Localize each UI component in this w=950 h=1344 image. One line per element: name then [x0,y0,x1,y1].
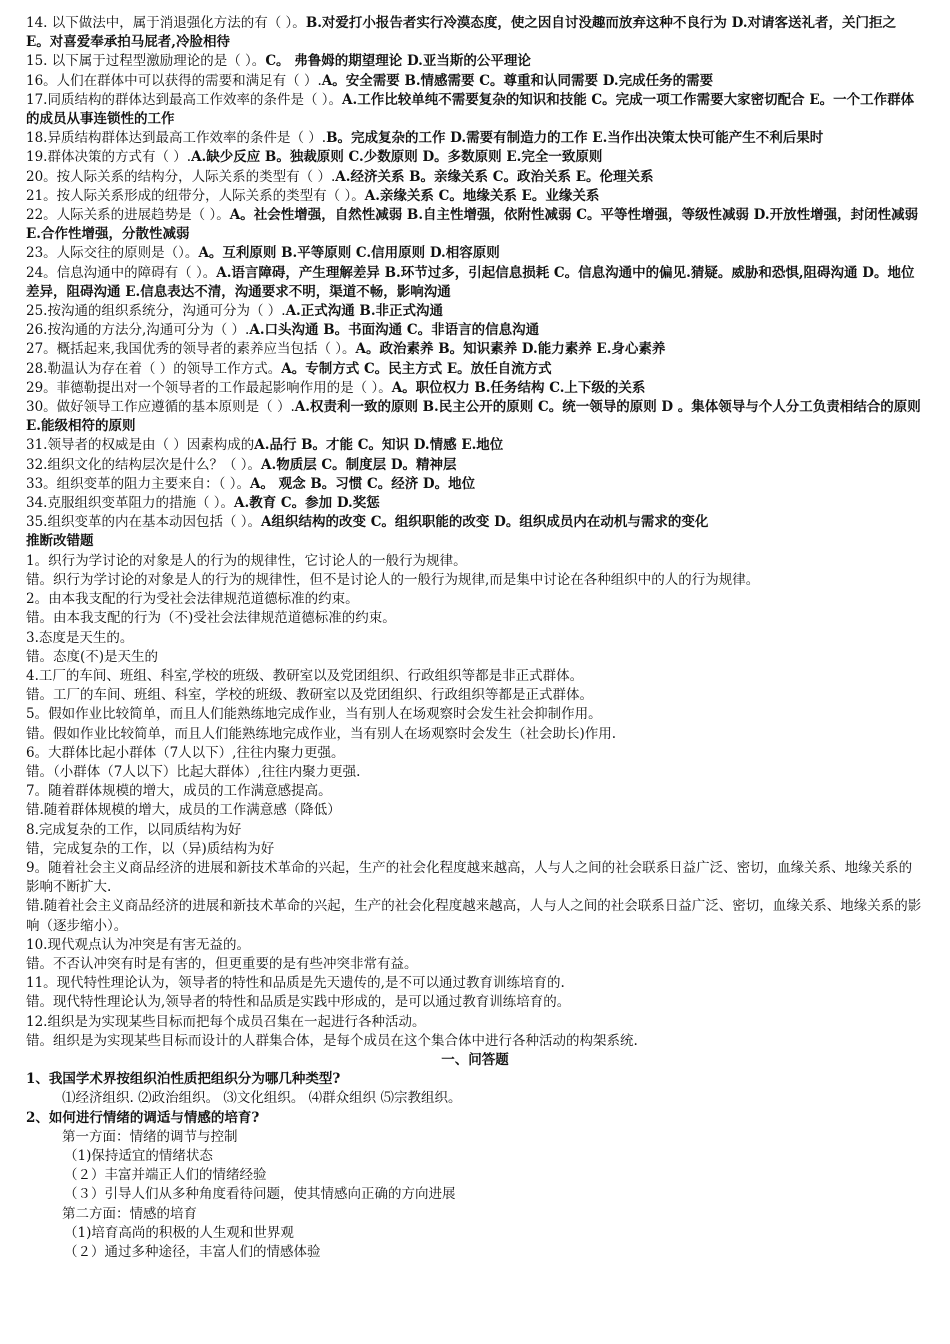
judge-statement: 10.现代观点认为冲突是有害无益的。 [26,936,250,953]
mc-item [26,14,924,52]
judge-statement: 6。大群体比起小群体（7人以下）,往往内聚力更强。 [26,744,345,761]
mc-item [26,264,924,302]
mc-question: 24。信息沟通中的障碍有（ ）。 [26,264,217,281]
judge-statement: 4.工厂的车间、班组、科室,学校的班级、教研室以及党团组织、行政组织等都是非正式群体。 [26,667,584,684]
qa-answer-line: （1)保持适宜的情绪状态 [64,1147,213,1164]
qa-section-title: 一、问答题 [441,1051,509,1068]
judge-correction: 错。（小群体（7人以下）比起大群体）,往往内聚力更强. [26,763,361,780]
mc-item [26,379,924,398]
judge-statement: 12.组织是为实现某些目标而把每个成员召集在一起进行各种活动。 [26,1013,426,1030]
mc-question: 35.组织变革的内在基本动因包括（ ）。 [26,514,262,531]
mc-item [26,436,924,455]
judge-statement: 7。随着群体规模的增大，成员的工作满意感提高。 [26,783,332,800]
judge-correction: 错。态度(不)是天生的 [26,648,159,665]
judge-statement: 3.态度是天生的。 [26,629,134,646]
mc-answer: A。政治素养 B。知识素养 D.能力素养 E.身心素养 [355,341,666,358]
judge-correct-list [26,552,924,1051]
mc-question: 31.领导者的权威是由（ ）因素构成的 [26,437,255,454]
mc-question: 34.克服组织变革阻力的措施（ ）。 [26,495,235,512]
judge-correction: 错。假如作业比较简单，而且人们能熟练地完成作业，当有别人在场观察时会发生（社会助长)作用. [26,725,617,742]
mc-item [26,187,924,206]
judge-statement: 9。随着社会主义商品经济的进展和新技术革命的兴起，生产的社会化程度越来越高，人与人之间的社会联系日益广泛、密切，血缘关系、地缘关系的影响不断扩大. [26,859,913,896]
mc-item [26,244,924,263]
mc-answer: A.语言障碍，产生理解差异 B.环节过多，引起信息损耗 C。信息沟通中的偏见.猜疑。威胁和恐惧,阻碍沟通 D。地位差异，阻碍沟通 E.信息表达不清，沟通要求不明，渠道不畅，影响沟通 [26,264,915,300]
mc-answer: A.工作比较单纯不需要复杂的知识和技能 C。完成一项工作需要大家密切配合 E。一个工作群体的成员从事连锁性的工作 [26,91,915,128]
mc-item [26,168,924,187]
mc-question: 15. 以下属于过程型激励理论的是（ ）。 [26,53,266,70]
judge-statement: 2。由本我支配的行为受社会法律规范道德标准的约束。 [26,591,359,608]
mc-question: 33。组织变革的阻力主要来自：（ ）。 [26,475,250,492]
mc-item [26,456,924,475]
mc-item [26,340,924,359]
mc-item [26,52,924,71]
mc-question: 19.群体决策的方式有（ ）. [26,149,192,166]
mc-item [26,72,924,91]
mc-item [26,129,924,148]
mc-question: 27。概括起来,我国优秀的领导者的素养应当包括（ ）。 [26,341,356,358]
mc-item [26,475,924,494]
qa-answer-line: （２）通过多种途径，丰富人们的情感体验 [64,1244,321,1260]
mc-item [26,91,924,129]
mc-answer: A组织结构的改变 C。组织职能的改变 D。组织成员内在动机与需求的变化 [261,514,709,531]
qa-answer-line: 第二方面：情感的培育 [62,1205,197,1222]
mc-answer: B。完成复杂的工作 D.需要有制造力的工作 E.当作出决策太快可能产生不利后果时 [326,130,824,147]
mc-question: 30。做好领导工作应遵循的基本原则是（ ）. [26,399,295,416]
judge-correction: 错。织行为学讨论的对象是人的行为的规律性，但不是讨论人的一般行为规律,而是集中讨论在各种组织中的人的行为规律。 [26,571,760,588]
judge-correction: 错。由本我支配的行为（不)受社会法律规范道德标准的约束。 [26,610,396,627]
judge-correction: 错。不否认冲突有时是有害的，但更重要的是有些冲突非常有益。 [26,955,418,972]
judge-statement: 5。假如作业比较简单，而且人们能熟练地完成作业，当有别人在场观察时会发生社会抑制作用。 [26,706,602,723]
mc-answer: A。 观念 B。习惯 C。经济 D。地位 [249,475,476,492]
mc-answer: A。互利原则 B.平等原则 C.信用原则 D.相容原则 [198,245,500,262]
mc-question: 26.按沟通的方法分,沟通可分为（ ）. [26,322,250,339]
mc-item [26,398,924,436]
judge-correction: 错，完成复杂的工作，以（异)质结构为好 [26,840,275,857]
mc-answer: A.缺少反应 B。独裁原则 C.少数原则 D。多数原则 E.完全一致原则 [191,149,603,166]
mc-answer: A.教育 C。参加 D.奖惩 [234,495,380,512]
judge-statement: 11。现代特性理论认为，领导者的特性和品质是先天遗传的,是不可以通过教育训练培育的. [26,975,565,992]
judge-correction: 错。工厂的车间、班组、科室，学校的班级、教研室以及党团组织、行政组织等都是正式群体。 [26,687,593,704]
mc-question: 21。按人际关系形成的纽带分，人际关系的类型有（ ）。 [26,187,365,204]
mc-answer: A.亲缘关系 C。地缘关系 E。业缘关系 [364,187,600,204]
mc-answer: A.正式沟通 B.非正式沟通 [285,303,444,320]
mc-answer: A。职位权力 B.任务结构 C.上下级的关系 [391,379,646,396]
qa-question-1: 1、我国学术界按组织泊性质把组织分为哪几种类型? [26,1071,341,1088]
mc-item [26,494,924,513]
mc-item [26,206,924,244]
mc-question: 29。菲德勒提出对一个领导者的工作最起影响作用的是（ ）。 [26,379,392,396]
mc-answer: B.对爱打小报告者实行冷漠态度，使之因自讨没趣而放弃这种不良行为 D.对请客送礼者，关门拒之 E。对喜爱奉承拍马屁者,冷脸相待 [26,15,897,51]
qa-answer-line: （３）引导人们从多种角度看待问题，使其情感向正确的方向进展 [64,1186,456,1203]
mc-item [26,513,924,532]
mc-question: 22。人际关系的进展趋势是（ ）。 [26,207,230,224]
judge-section-title: 推断改错题 [26,533,94,550]
judge-statement: 1。织行为学讨论的对象是人的行为的规律性，它讨论人的一般行为规律。 [26,552,467,569]
judge-correction: 错.随着社会主义商品经济的进展和新技术革命的兴起，生产的社会化程度越来越高，人与人之间的社会联系日益广泛、密切，血缘关系、地缘关系的影响（逐步缩小）。 [26,898,922,934]
mc-answer: C。 弗鲁姆的期望理论 D.亚当斯的公平理论 [265,53,531,70]
mc-answer: A。安全需要 B.情感需要 C。尊重和认同需要 D.完成任务的需要 [321,72,714,89]
mc-item [26,321,924,340]
mc-question: 25.按沟通的组织系统分，沟通可分为（ ）. [26,303,286,320]
mc-answer: A.物质层 C。制度层 D。精神层 [261,456,457,473]
judge-statement: 8.完成复杂的工作，以同质结构为好 [26,821,242,838]
mc-item [26,148,924,167]
mc-answer: A.品行 B。才能 C。知识 D.情感 E.地位 [254,437,504,454]
judge-correction: 错.随着群体规模的增大，成员的工作满意感（降低） [26,802,341,819]
mc-question: 18.异质结构群体达到最高工作效率的条件是（ ）. [26,130,327,147]
qa-answer-line: （1)培育高尚的积极的人生观和世界观 [64,1224,294,1241]
mc-item [26,302,924,321]
mc-answer: A。专制方式 C。民主方式 E。放任自流方式 [281,360,552,377]
mc-item [26,360,924,379]
mc-question: 28.勒温认为存在着（ ）的领导工作方式。 [26,360,282,377]
mc-answer: A。社会性增强，自然性减弱 B.自主性增强，依附性减弱 C。平等性增强，等级性减弱 D.开放性增强，封闭性减弱 E.合作性增强，分散性减弱 [26,207,919,243]
mc-question: 14. 以下做法中，属于消退强化方法的有（ ）。 [26,15,306,31]
mc-answer: A.口头沟通 B。书面沟通 C。非语言的信息沟通 [249,322,540,339]
qa-question-2: 2、如何进行情绪的调适与情感的培育? [26,1109,260,1126]
mc-answer: A.权责利一致的原则 B.民主公开的原则 C。统一领导的原则 D 。集体领导与个人分工负责相结合的原则 E.能级相符的原则 [26,399,921,435]
mc-question: 17.同质结构的群体达到最高工作效率的条件是（ ）。 [26,91,343,108]
mc-question: 20。按人际关系的结构分，人际关系的类型有（ ）. [26,168,336,185]
mc-question: 16。人们在群体中可以获得的需要和满足有（ ）. [26,72,322,89]
qa-answer-1: ⑴经济组织. ⑵政治组织。 ⑶文化组织。 ⑷群众组织 ⑸宗教组织。 [62,1090,462,1107]
judge-correction: 错。现代特性理论认为,领导者的特性和品质是实践中形成的，是可以通过教育训练培育的。 [26,994,571,1011]
mc-answer: A.经济关系 B。亲缘关系 C。政治关系 E。伦理关系 [335,168,654,185]
qa-answer-line: （２）丰富并端正人们的情绪经验 [64,1167,267,1184]
qa-answer-2 [26,1128,924,1262]
mc-question: 32.组织文化的结构层次是什么？（ ）。 [26,456,262,473]
multiple-choice-list [26,14,924,532]
judge-correction: 错。组织是为实现某些目标而设计的人群集合体，是每个成员在这个集合体中进行各种活动的构架系统. [26,1032,638,1049]
mc-question: 23。人际交往的原则是（）。 [26,245,199,262]
qa-answer-line: 第一方面：情绪的调节与控制 [62,1128,238,1145]
